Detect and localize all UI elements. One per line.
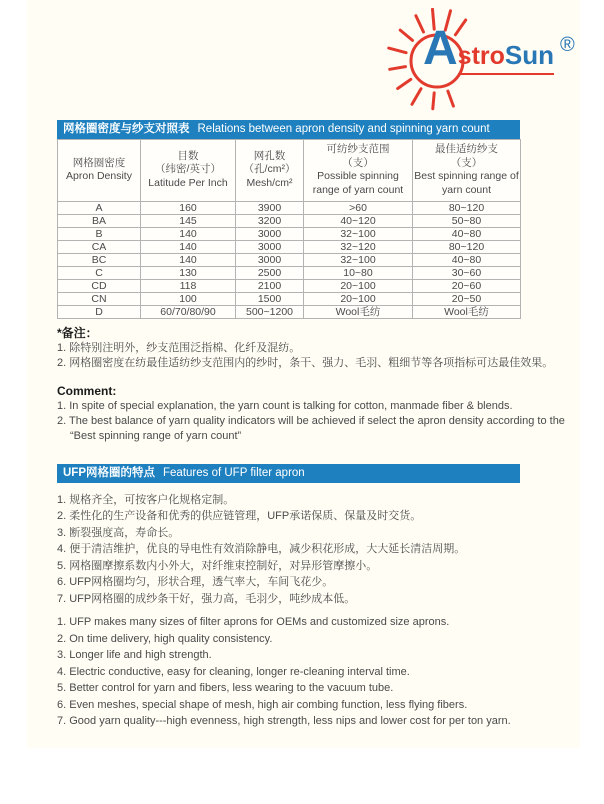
col-header-best-range: 最佳适纺纱支 （支） Best spinning range of yarn count bbox=[413, 140, 521, 202]
table-cell: BC bbox=[58, 253, 141, 266]
table-cell: CN bbox=[58, 292, 141, 305]
table-cell: 32~120 bbox=[304, 240, 413, 253]
table-cell: 60/70/80/90 bbox=[141, 305, 236, 318]
table-cell: B bbox=[58, 227, 141, 240]
logo-text-sun: Sun bbox=[504, 40, 555, 70]
section2-title-cn: UFP网格圈的特点 bbox=[63, 466, 155, 479]
table-cell: 80~120 bbox=[413, 201, 521, 214]
registered-trademark-icon: ® bbox=[560, 34, 575, 56]
features-en-list bbox=[57, 614, 572, 730]
list-item: 6. Even meshes, special shape of mesh, high air combing function, less flying fibers. bbox=[57, 698, 468, 711]
list-item: 7. Good yarn quality---high evenness, high strength, less nips and lower cost for per ton yarn. bbox=[57, 715, 511, 728]
table-row bbox=[58, 292, 521, 305]
table-cell: 145 bbox=[141, 214, 236, 227]
list-item: 6. UFP网格圈均匀，形状合理，透气率大，车间飞花少。 bbox=[57, 576, 334, 589]
table-cell: 3200 bbox=[236, 214, 304, 227]
table-row bbox=[58, 305, 521, 318]
features-cn-list bbox=[57, 492, 572, 608]
list-item: 4. Electric conductive, easy for cleaning, longer re-cleaning interval time. bbox=[57, 665, 410, 678]
col-header-possible-range: 可纺纱支范围 （支） Possible spinning range of yarn count bbox=[304, 140, 413, 202]
table-cell: CD bbox=[58, 279, 141, 292]
list-item: 7. UFP网格圈的成纱条干好，强力高，毛羽少，吨纱成本低。 bbox=[57, 592, 356, 605]
table-cell: BA bbox=[58, 214, 141, 227]
list-item: 2. 网格圈密度在纺最佳适纺纱支范围内的纱时，条干、强力、毛羽、粗细节等各项指标可达最佳效果。 bbox=[57, 356, 554, 369]
table-cell: 30~60 bbox=[413, 266, 521, 279]
section2-title-en: Features of UFP filter apron bbox=[163, 466, 305, 479]
table-cell: 50~80 bbox=[413, 214, 521, 227]
col-header-mesh: 网孔数 （孔/cm²） Mesh/cm² bbox=[236, 140, 304, 202]
table-cell: 3900 bbox=[236, 201, 304, 214]
table-cell: 40~120 bbox=[304, 214, 413, 227]
table-cell: 1500 bbox=[236, 292, 304, 305]
table-cell: 2500 bbox=[236, 266, 304, 279]
table-cell: 32~100 bbox=[304, 253, 413, 266]
document-page bbox=[27, 0, 580, 748]
section1-title-cn: 网格圈密度与纱支对照表 bbox=[63, 123, 190, 135]
comment-title: Comment: bbox=[57, 383, 117, 398]
logo-text-stro: stro bbox=[457, 42, 505, 70]
list-item: 2. 柔性化的生产设备和优秀的供应链管理，UFP承诺保质、保量及时交货。 bbox=[57, 510, 422, 523]
table-cell: D bbox=[58, 305, 141, 318]
density-table-body bbox=[58, 201, 521, 318]
astrosun-logo bbox=[387, 8, 604, 116]
table-cell: 20~60 bbox=[413, 279, 521, 292]
table-cell: C bbox=[58, 266, 141, 279]
section-header-density-table bbox=[57, 120, 520, 139]
table-cell: 140 bbox=[141, 227, 236, 240]
apron-density-table bbox=[57, 139, 521, 319]
logo-area bbox=[57, 0, 575, 120]
table-cell: 500~1200 bbox=[236, 305, 304, 318]
list-item: 1. 规格齐全，可按客户化规格定制。 bbox=[57, 493, 235, 506]
table-cell: 160 bbox=[141, 201, 236, 214]
table-row bbox=[58, 253, 521, 266]
table-cell: 100 bbox=[141, 292, 236, 305]
section-header-features bbox=[57, 464, 520, 483]
table-cell: 140 bbox=[141, 253, 236, 266]
list-item: 3. 断裂强度高，寿命长。 bbox=[57, 526, 180, 539]
list-item: 5. Better control for yarn and fibers, less wearing to the vacuum tube. bbox=[57, 682, 394, 695]
table-row bbox=[58, 279, 521, 292]
table-cell: 80~120 bbox=[413, 240, 521, 253]
table-cell: 20~100 bbox=[304, 279, 413, 292]
table-cell: CA bbox=[58, 240, 141, 253]
list-item: 1. 除特别注明外，纱支范围泛指棉、化纤及混纺。 bbox=[57, 341, 301, 354]
list-item: 4. 便于清洁维护，优良的导电性有效消除静电，减少积花形成，大大延长清洁周期。 bbox=[57, 543, 466, 556]
table-cell: 40~80 bbox=[413, 227, 521, 240]
list-item: 5. 网格圈摩擦系数内小外大，对纤维束控制好，对异形管摩擦小。 bbox=[57, 559, 378, 572]
table-row bbox=[58, 201, 521, 214]
table-cell: 3000 bbox=[236, 253, 304, 266]
table-row bbox=[58, 227, 521, 240]
list-item: 2. The best balance of yarn quality indicators will be achieved if select the apron density according to the “Best spinning range of yarn count” bbox=[57, 414, 565, 442]
table-cell: 3000 bbox=[236, 227, 304, 240]
table-row bbox=[58, 266, 521, 279]
notes-cn-title: *备注： bbox=[57, 325, 98, 340]
list-item: 3. Longer life and high strength. bbox=[57, 649, 212, 662]
table-cell: 10~80 bbox=[304, 266, 413, 279]
table-cell: 130 bbox=[141, 266, 236, 279]
table-cell: A bbox=[58, 201, 141, 214]
table-cell: 3000 bbox=[236, 240, 304, 253]
table-row bbox=[58, 240, 521, 253]
table-cell: 40~80 bbox=[413, 253, 521, 266]
table-cell: Wool毛纺 bbox=[413, 305, 521, 318]
table-cell: 140 bbox=[141, 240, 236, 253]
col-header-latitude: 目数 （纬密/英寸） Latitude Per Inch bbox=[141, 140, 236, 202]
table-row bbox=[58, 214, 521, 227]
table-cell: 20~100 bbox=[304, 292, 413, 305]
section1-title-en: Relations between apron density and spinning yarn count bbox=[197, 123, 490, 135]
comment-list bbox=[57, 399, 572, 444]
table-cell: 20~50 bbox=[413, 292, 521, 305]
table-header-row bbox=[58, 140, 521, 202]
table-cell: 2100 bbox=[236, 279, 304, 292]
col-header-apron-density: 网格圈密度 Apron Density bbox=[58, 140, 141, 202]
table-cell: 32~100 bbox=[304, 227, 413, 240]
logo-wordmark bbox=[423, 20, 554, 78]
list-item: 1. UFP makes many sizes of filter aprons for OEMs and customized size aprons. bbox=[57, 616, 450, 629]
table-cell: Wool毛纺 bbox=[304, 305, 413, 318]
logo-letter-a: A bbox=[423, 22, 457, 75]
list-item: 1. In spite of special explanation, the yarn count is talking for cotton, manmade fiber & blends. bbox=[57, 399, 513, 412]
table-cell: >60 bbox=[304, 201, 413, 214]
table-cell: 118 bbox=[141, 279, 236, 292]
notes-cn-list bbox=[57, 341, 572, 371]
list-item: 2. On time delivery, high quality consistency. bbox=[57, 632, 273, 645]
